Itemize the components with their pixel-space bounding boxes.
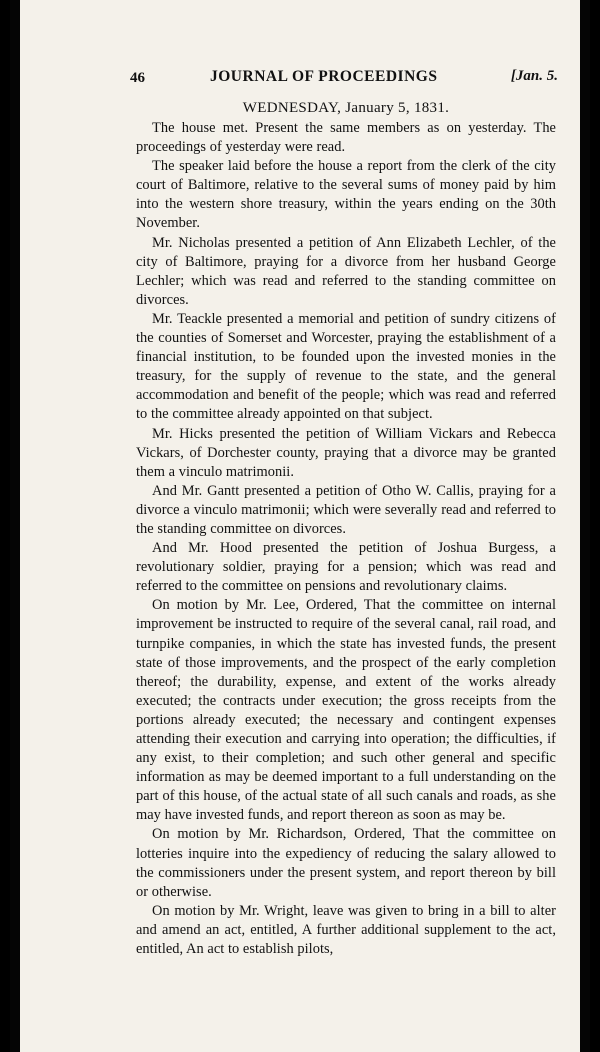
paragraph-house-met: The house met. Present the same members as on yesterday. The proceedings of yesterday were read. <box>136 120 556 156</box>
page-number: 46 <box>130 70 145 86</box>
running-title: JOURNAL OF PROCEEDINGS <box>210 68 438 85</box>
paragraph-gantt-petition: And Mr. Gantt presented a petition of Otho W. Callis, praying for a divorce a vinculo matrimonii; which were severally read and referred to the standing committee on divorces. <box>136 482 556 537</box>
page-content <box>130 66 558 959</box>
paragraph-clerk-report: The speaker laid before the house a report from the clerk of the city court of Baltimore, relative to the several sums of money paid by him into the western shore treasury, within the years ending on the 30th November. <box>136 158 556 232</box>
running-header <box>130 66 558 96</box>
paragraph-teackle-memorial: Mr. Teackle presented a memorial and petition of sundry citizens of the counties of Somerset and Worcester, praying the establishment of a financial institution, to be founded upon the invested monies in the treasury, for the supply of revenue to the state, and the general accommodation and benefit of the people; which was read and referred to the committee already appointed on that subject. <box>136 310 556 423</box>
running-date: [Jan. 5. <box>510 68 558 84</box>
paragraph-richardson-motion: On motion by Mr. Richardson, Ordered, That the committee on lotteries inquire into the expediency of reducing the salary allowed to the commissioners under the present system, and report thereon by bill or otherwise. <box>136 826 556 900</box>
scan-border-left <box>10 0 20 1052</box>
paragraph-nicholas-petition: Mr. Nicholas presented a petition of Ann Elizabeth Lechler, of the city of Baltimore, praying for a divorce from her husband George Lechler; which was read and referred to the standing committee on divorces. <box>136 234 556 308</box>
scanned-page <box>10 0 590 1052</box>
paragraph-wright-motion: On motion by Mr. Wright, leave was given to bring in a bill to alter and amend an act, entitled, A further additional supplement to the act, entitled, An act to establish pilots, <box>136 902 556 958</box>
paragraph-hood-petition: And Mr. Hood presented the petition of Joshua Burgess, a revolutionary soldier, praying for a pension; which was read and referred to the committee on pensions and revolutionary claims. <box>136 540 556 595</box>
journal-body <box>136 119 556 959</box>
paragraph-lee-motion: On motion by Mr. Lee, Ordered, That the committee on internal improvement be instructed to require of the several canal, rail road, and turnpike companies, in which the state has invested funds, the present state of those improvements, and the prospect of the early completion thereof; the durability, expense, and extent of the works already executed; the contracts under execution; the gross receipts from the portions already executed; the necessary and contingent expenses attending their execution and carrying into operation; the difficulties, if any exist, to their completion; and such other general and specific information as may be deemed important to a full understanding on the part of this house, of the actual state of all such canals and roads, as she may have invested funds, and report thereon as soon as may be. <box>136 597 556 824</box>
date-heading: WEDNESDAY, January 5, 1831. <box>242 100 450 116</box>
scan-border-right <box>580 0 590 1052</box>
paragraph-hicks-petition: Mr. Hicks presented the petition of William Vickars and Rebecca Vickars, of Dorchester county, praying that a divorce may be granted them a vinculo matrimonii. <box>136 425 556 480</box>
